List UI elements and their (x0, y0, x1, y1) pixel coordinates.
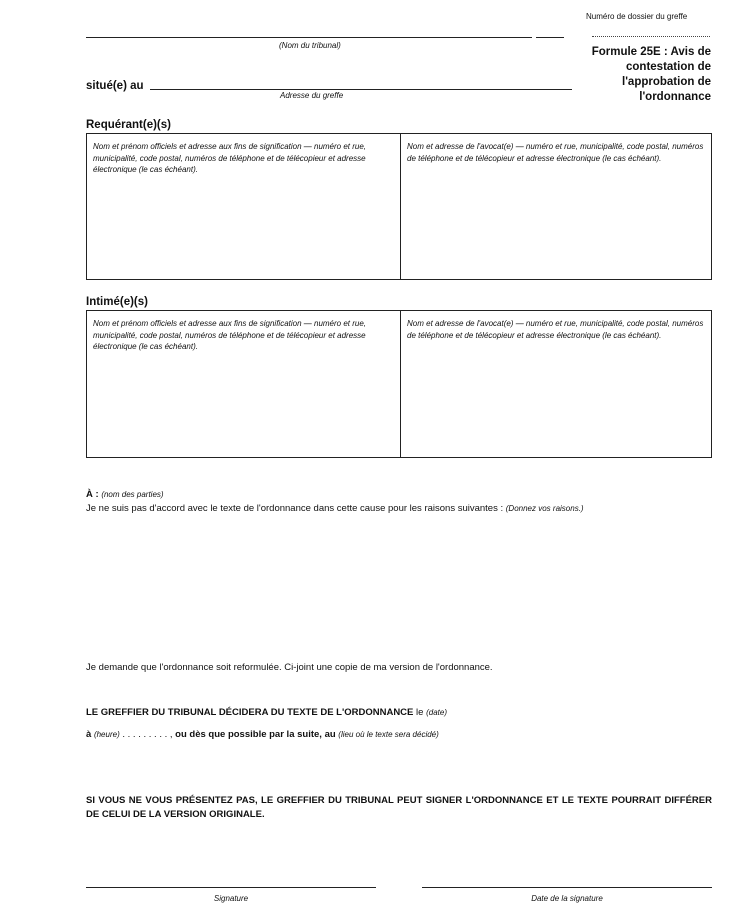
applicant-info-field[interactable] (87, 134, 401, 279)
form-title (583, 45, 711, 105)
signature-date-field[interactable] (422, 887, 712, 888)
court-name-field-extension (536, 37, 564, 38)
clerk-le-text: le (416, 707, 424, 718)
to-label: À : (86, 489, 99, 500)
clerk-decides-line (86, 707, 447, 718)
applicant-lawyer-instructions: Nom et adresse de l'avocat(e) — numéro et rue, municipalité, code postal, numéros de téléphone et de télécopieur et adresse électronique (le cas échéant). (407, 142, 704, 163)
to-hint: (nom des parties) (101, 490, 164, 499)
place-hint: (lieu où le texte sera décidé) (338, 730, 439, 739)
clerk-decides-text: LE GREFFIER DU TRIBUNAL DÉCIDERA DU TEXTE DE L'ORDONNANCE (86, 707, 414, 718)
reasons-field[interactable] (86, 520, 712, 650)
time-hint: (heure) (93, 730, 120, 739)
respondents-box (86, 310, 712, 458)
applicants-box (86, 133, 712, 280)
respondent-lawyer-field[interactable] (401, 311, 711, 457)
court-name-field[interactable] (86, 37, 532, 38)
form-title-line: l'approbation de (622, 76, 711, 88)
at-label: à (86, 729, 92, 740)
form-title-line: contestation de (626, 61, 711, 73)
court-address-field[interactable] (150, 89, 572, 90)
respondents-heading: Intimé(e)(s) (86, 296, 148, 308)
request-text: Je demande que l'ordonnance soit reformulée. Ci-joint une copie de ma version de l'ordonnance. (86, 662, 493, 673)
signature-caption: Signature (213, 894, 249, 903)
file-number-label: Numéro de dossier du greffe (586, 12, 688, 21)
disagree-line (86, 503, 584, 514)
disagree-hint: (Donnez vos raisons.) (505, 504, 584, 513)
court-address-caption: Adresse du greffe (280, 91, 344, 100)
form-title-line: Formule 25E : Avis de (591, 46, 711, 58)
respondent-info-field[interactable] (87, 311, 401, 457)
applicant-info-instructions: Nom et prénom officiels et adresse aux fins de signification — numéro et rue, municipalité, code postal, numéros de téléphone et de télécopieur et adresse électronique (le cas échéant). (93, 142, 367, 174)
located-at-label: situé(e) au (86, 80, 144, 92)
asap-text: ou dès que possible par la suite, au (175, 729, 336, 740)
disagree-text: Je ne suis pas d'accord avec le texte de l'ordonnance dans cette cause pour les raisons suivantes : (86, 503, 504, 514)
time-dots[interactable]: . . . . . . . . . , (122, 729, 173, 740)
to-line (86, 489, 164, 500)
signature-date-caption: Date de la signature (531, 894, 603, 903)
signature-field[interactable] (86, 887, 376, 888)
respondent-lawyer-instructions: Nom et adresse de l'avocat(e) — numéro et rue, municipalité, code postal, numéros de téléphone et de télécopieur et adresse électronique (le cas échéant). (407, 319, 704, 340)
respondent-info-instructions: Nom et prénom officiels et adresse aux fins de signification — numéro et rue, municipalité, code postal, numéros de téléphone et de télécopieur et adresse électronique (le cas échéant). (93, 319, 367, 351)
time-line (86, 729, 439, 740)
date-hint: (date) (426, 708, 447, 717)
applicants-heading: Requérant(e)(s) (86, 119, 171, 131)
applicant-lawyer-field[interactable] (401, 134, 711, 279)
file-number-field[interactable] (592, 36, 710, 37)
form-title-line: l'ordonnance (639, 91, 711, 103)
court-name-caption: (Nom du tribunal) (279, 41, 341, 50)
warning-text: SI VOUS NE VOUS PRÉSENTEZ PAS, LE GREFFIER DU TRIBUNAL PEUT SIGNER L'ORDONNANCE ET LE TEXTE POURRAIT DIFFÉRER DE CELUI DE LA VERSION ORIGINALE. (86, 795, 712, 820)
